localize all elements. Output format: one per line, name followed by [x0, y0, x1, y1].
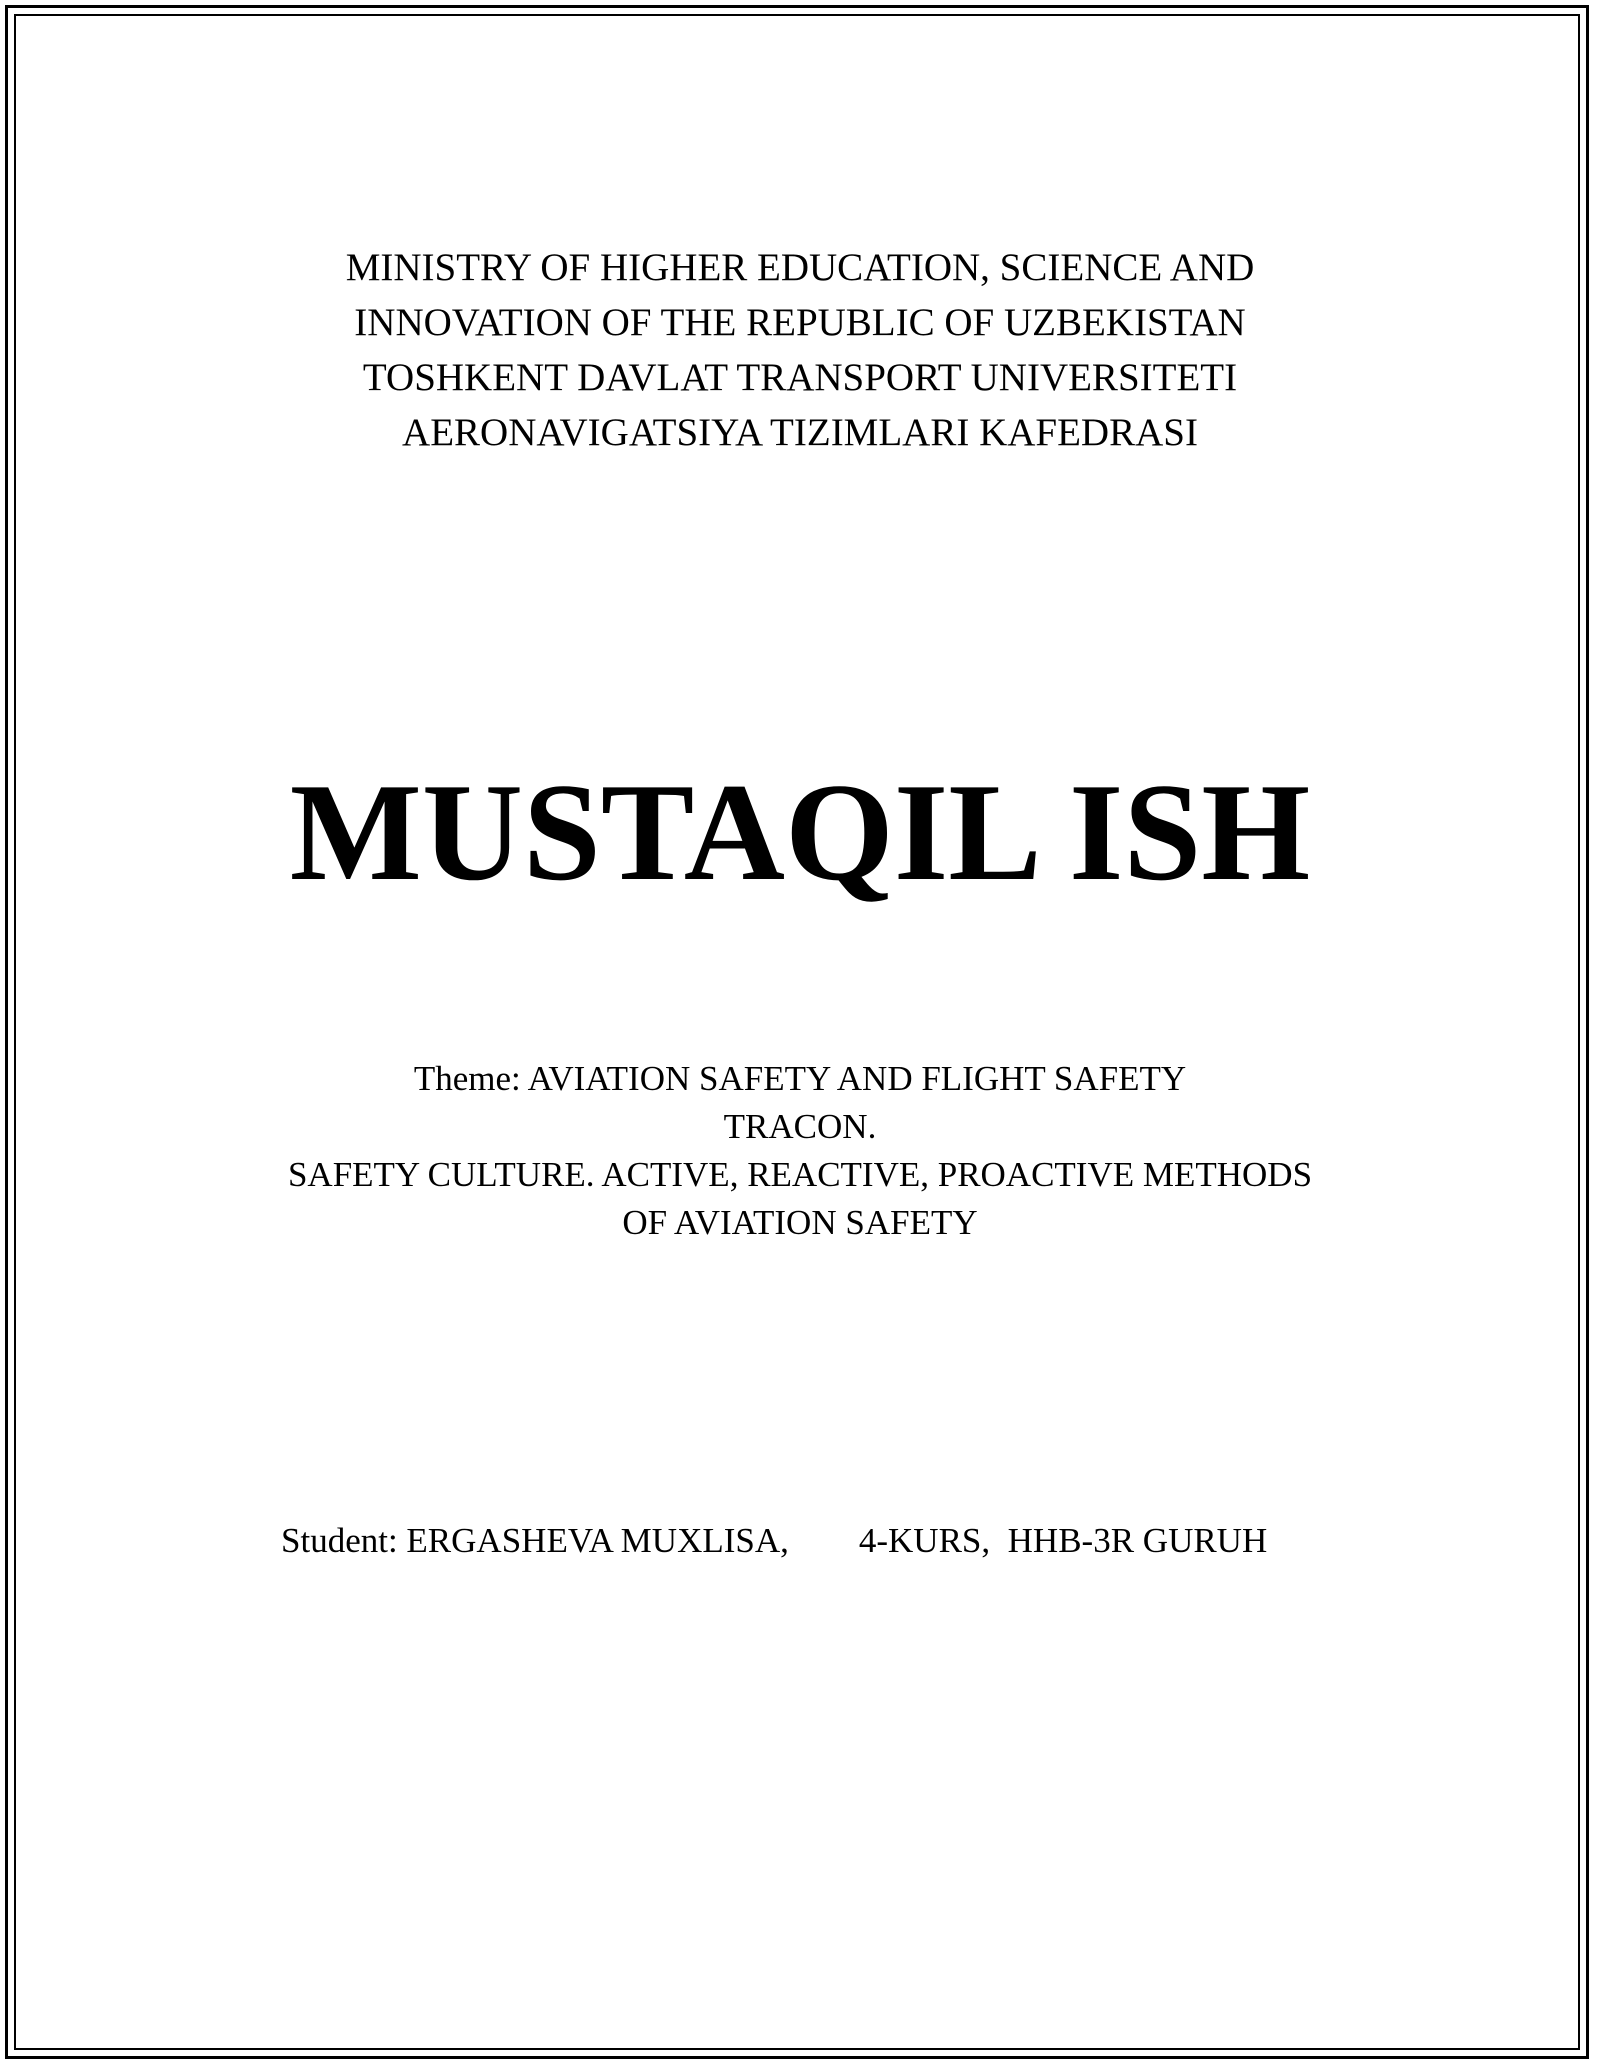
theme-line-3: SAFETY CULTURE. ACTIVE, REACTIVE, PROACTIVE METHODS	[287, 1155, 1313, 1194]
document-title: MUSTAQIL ISH	[289, 755, 1311, 910]
institution-header	[0, 240, 1600, 460]
header-line-department: AERONAVIGATSIYA TIZIMLARI KAFEDRASI	[402, 411, 1198, 454]
student-info: Student: ERGASHEVA MUXLISA, 4-KURS, HHB-3R GURUH	[281, 1521, 1268, 1560]
theme-line-2: TRACON.	[723, 1107, 877, 1146]
header-line-republic: INNOVATION OF THE REPUBLIC OF UZBEKISTAN	[354, 301, 1246, 344]
theme-line-1: Theme: AVIATION SAFETY AND FLIGHT SAFETY	[413, 1059, 1187, 1098]
theme-line-4: OF AVIATION SAFETY	[622, 1203, 978, 1242]
header-line-university: TOSHKENT DAVLAT TRANSPORT UNIVERSITETI	[362, 356, 1238, 399]
header-line-ministry: MINISTRY OF HIGHER EDUCATION, SCIENCE AND	[345, 246, 1255, 289]
theme-block	[0, 1055, 1600, 1247]
